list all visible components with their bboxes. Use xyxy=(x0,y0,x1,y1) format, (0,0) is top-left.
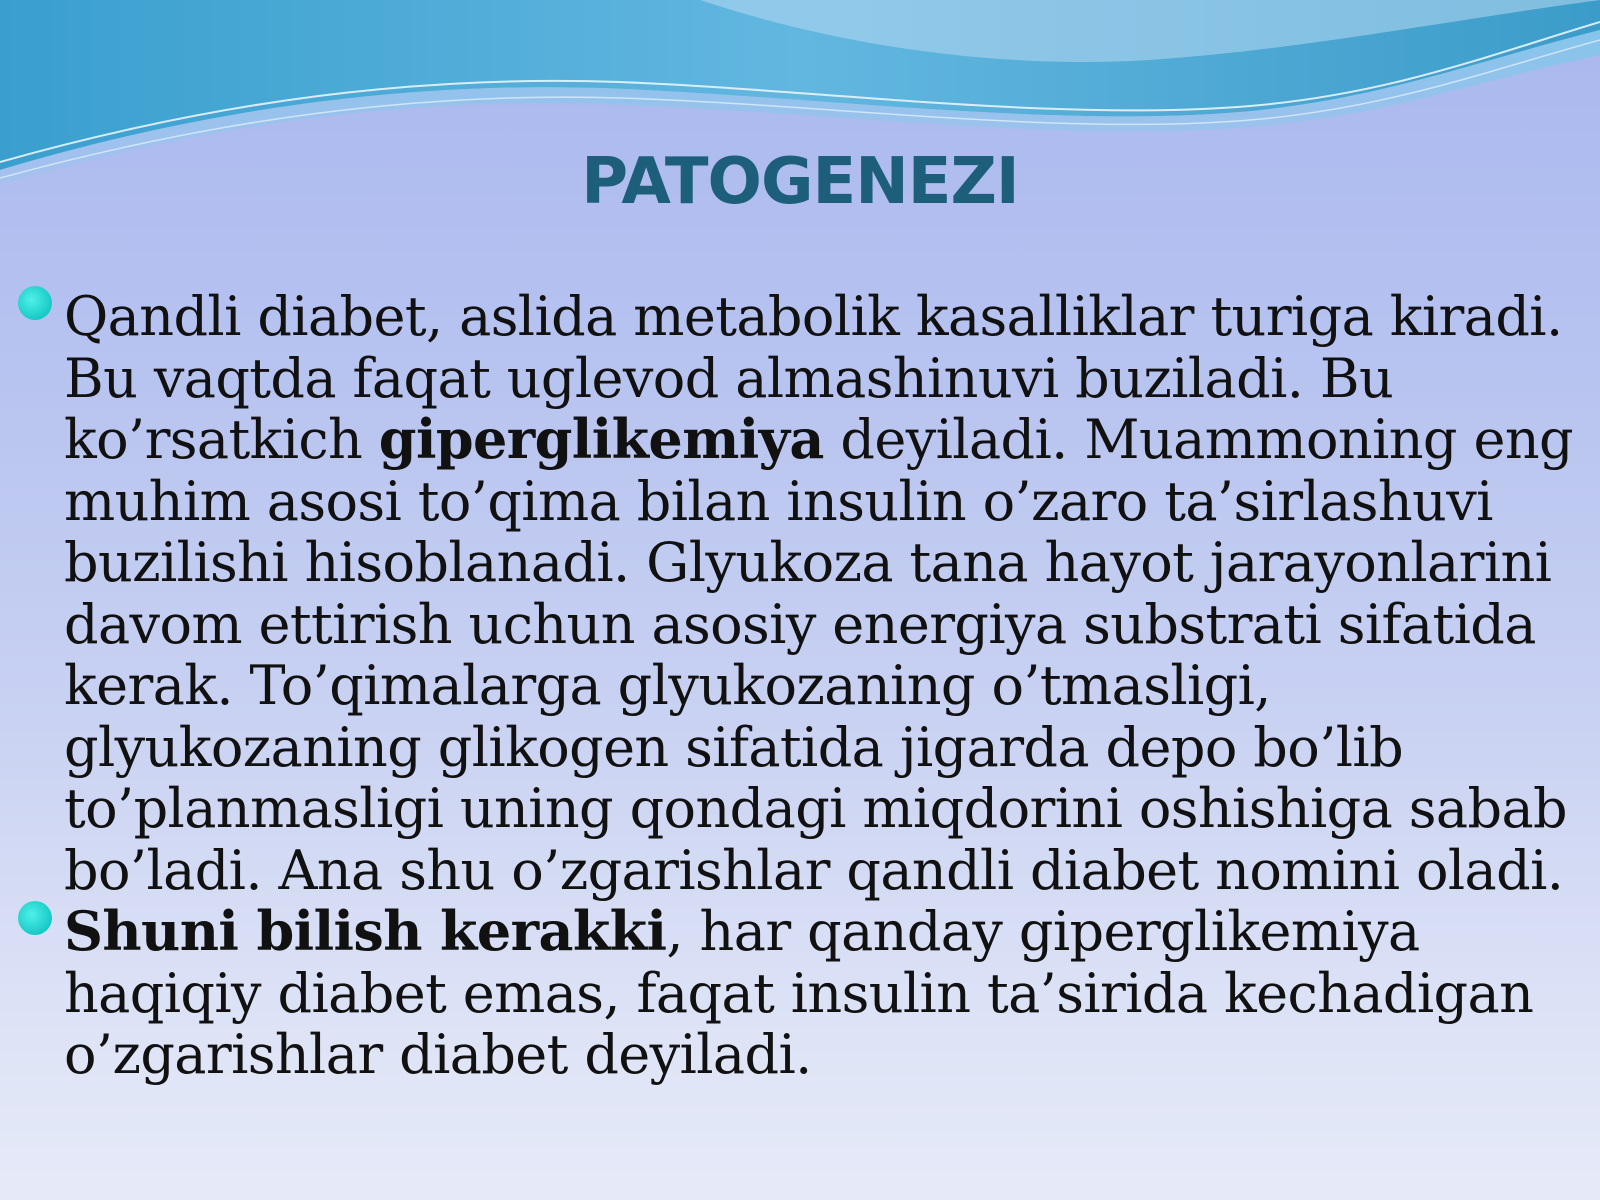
bullet-1-bold-term: giperglikemiya xyxy=(378,407,824,471)
bullet-2-bold-lead: Shuni bilish kerakki xyxy=(64,899,667,963)
slide-title: PATOGENEZI xyxy=(581,145,1019,219)
bullet-item-2 xyxy=(64,901,1584,1086)
bullet-1-tail-text: deyiladi. Muammoning eng muhim asosi to’qima bilan insulin o’zaro ta’sirlashuvi buzilishi hisoblanadi. Glyukoza tana hayot jarayonlarini davom ettirish uchun asosiy energiya substrati sifatida kerak. To’qimalarga glyukozaning o’tmasligi, glyukozaning glikogen sifatida jigarda depo bo’lib to’planmasligi uning qondagi miqdorini oshishiga sabab bo’ladi. Ana shu o’zgarishlar qandli diabet nomini oladi. xyxy=(64,408,1573,902)
header-wave-decoration xyxy=(0,0,1600,260)
bullet-2-tail-text: , har qanday giperglikemiya haqiqiy diabet emas, faqat insulin ta’sirida kechadigan o’zgarishlar diabet deyiladi. xyxy=(64,900,1534,1086)
bullet-dot-icon xyxy=(18,901,52,935)
bullet-1-lead-text: Qandli diabet, aslida metabolik kasalliklar turiga kiradi. Bu vaqtda faqat uglevod almashinuvi buziladi. Bu ko’rsatkich xyxy=(64,285,1563,471)
bullet-dot-icon xyxy=(18,286,52,320)
bullet-list xyxy=(64,286,1584,1086)
bullet-item-1 xyxy=(64,286,1584,901)
